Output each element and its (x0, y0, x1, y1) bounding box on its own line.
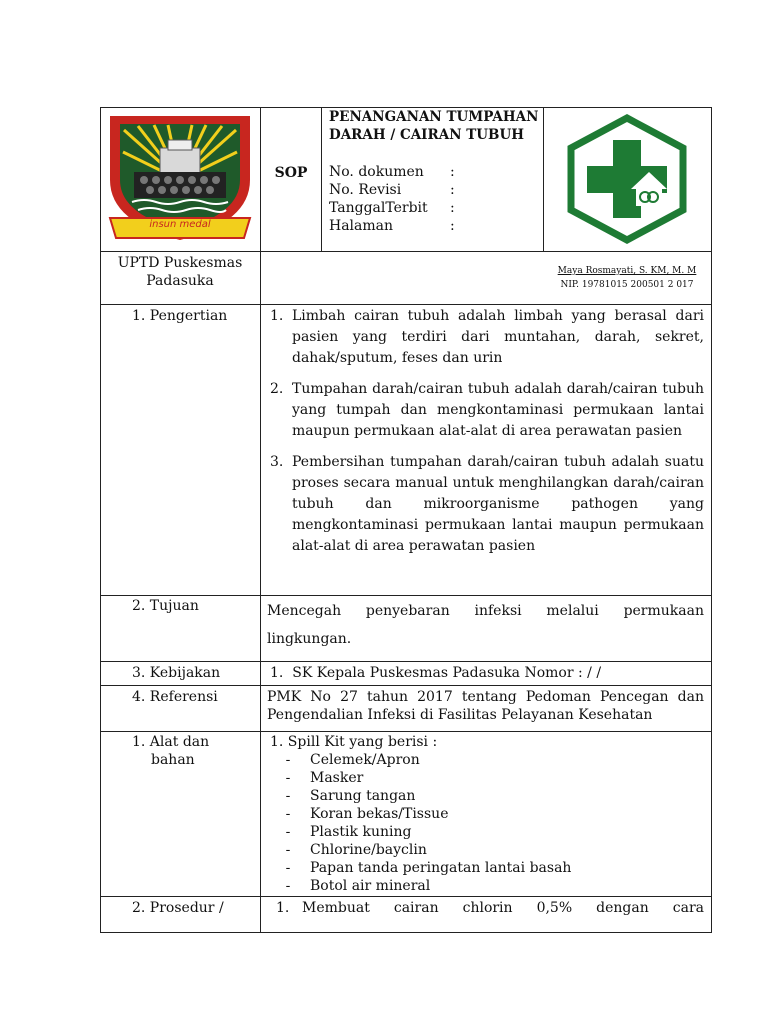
field-no-dokumen (329, 163, 541, 181)
field-separator: : (450, 200, 455, 216)
list-item: - Koran bekas/Tissue (285, 806, 449, 822)
list-item: - Papan tanda peringatan lantai basah (285, 860, 572, 876)
item-text: Chlorine/bayclin (310, 842, 427, 858)
logo-banner-text: insun medal (149, 219, 211, 230)
section-label-referensi: 4. Referensi (132, 689, 218, 705)
signature-block (546, 264, 708, 292)
list-item: - Plastik kuning (285, 824, 412, 840)
signer-name: Maya Rosmayati, S. KM, M. M (557, 266, 697, 276)
field-label: Halaman (329, 218, 394, 234)
title-line-1: PENANGANAN TUMPAHAN (329, 109, 539, 125)
signer-nip: NIP. 19781015 200501 2 017 (560, 280, 694, 290)
item-text: Plastik kuning (310, 824, 412, 840)
row-divider (100, 896, 712, 897)
kebijakan-text: 1. SK Kepala Puskesmas Padasuka Nomor : / / (270, 665, 602, 681)
item-text: Celemek/Apron (310, 752, 420, 768)
puskesmas-logo (565, 114, 689, 244)
list-text: Pembersihan tumpahan darah/cairan tubuh adalah suatu proses secara manual untuk menghilangkan darah/cairan tubuh dan mikroorganisme pathogen yang mengkontaminasi permukaan lantai maupun permukaan alat-alat di area perawatan pasien (292, 454, 704, 554)
table-border-left (100, 107, 101, 933)
section-label-kebijakan: 3. Kebijakan (132, 665, 221, 681)
item-text: Sarung tangan (310, 788, 416, 804)
section-label-prosedur: 2. Prosedur / (132, 900, 224, 916)
list-item: - Botol air mineral (285, 878, 431, 894)
list-number: 3. (270, 454, 284, 470)
field-tanggal-terbit (329, 199, 541, 217)
item-text: Koran bekas/Tissue (310, 806, 449, 822)
list-item: - Chlorine/bayclin (285, 842, 427, 858)
org-line-2: Padasuka (146, 273, 214, 289)
list-number: 2. (270, 381, 284, 397)
field-label: No. dokumen (329, 164, 424, 180)
field-label: No. Revisi (329, 182, 402, 198)
pengertian-list (270, 306, 704, 557)
alat-intro: 1. Spill Kit yang berisi : (270, 734, 438, 750)
list-item (270, 452, 704, 557)
logo-column-divider (543, 107, 544, 252)
column-divider (260, 107, 261, 933)
row-divider (100, 685, 712, 686)
row-divider (100, 731, 712, 732)
puskesmas-cross-icon (565, 114, 689, 244)
table-border-right (711, 107, 712, 933)
document-title (329, 108, 541, 144)
step-text: Membuat cairan chlorin 0,5% dengan cara (302, 900, 704, 916)
item-text: Botol air mineral (310, 878, 431, 894)
org-line-1: UPTD Puskesmas (117, 255, 243, 271)
title-line-2: DARAH / CAIRAN TUBUH (329, 127, 524, 143)
header-bottom-border (100, 304, 712, 305)
row-divider (100, 595, 712, 596)
list-item (270, 306, 704, 369)
list-item: - Celemek/Apron (285, 752, 420, 768)
list-item (270, 379, 704, 442)
field-separator: : (450, 164, 455, 180)
list-number: 1. (270, 308, 284, 324)
tujuan-text: Mencegah penyebaran infeksi melalui permukaan lingkungan. (267, 603, 704, 647)
section-label-pengertian: 1. Pengertian (132, 308, 228, 324)
regional-logo (104, 110, 256, 248)
field-separator: : (450, 218, 455, 234)
field-label: TanggalTerbit (329, 200, 428, 216)
list-text: Limbah cairan tubuh adalah limbah yang berasal dari pasien yang terdiri dari muntahan, darah, sekret, dahak/sputum, feses dan urin (292, 308, 704, 366)
sop-label: SOP (274, 165, 308, 181)
row-divider (100, 661, 712, 662)
list-item: - Sarung tangan (285, 788, 416, 804)
section-label-alat (132, 733, 209, 769)
organization-name (102, 254, 258, 290)
alat-list (270, 733, 704, 895)
prosedur-step (276, 899, 704, 917)
header-divider (100, 251, 712, 252)
label-line-1: 1. Alat dan (132, 734, 210, 750)
table-border-bottom (100, 932, 712, 933)
item-text: Masker (310, 770, 364, 786)
label-line-2: bahan (151, 752, 195, 768)
section-label-tujuan: 2. Tujuan (132, 598, 199, 614)
step-number: 1. (276, 900, 290, 916)
item-text: Papan tanda peringatan lantai basah (310, 860, 572, 876)
field-halaman (329, 217, 541, 235)
list-item: - Masker (285, 770, 364, 786)
sop-column-divider (321, 107, 322, 252)
referensi-text: PMK No 27 tahun 2017 tentang Pedoman Pencegan dan Pengendalian Infeksi di Fasilitas Pelayanan Kesehatan (267, 689, 704, 723)
field-separator: : (450, 182, 455, 198)
list-text: Tumpahan darah/cairan tubuh adalah darah/cairan tubuh yang tumpah dan mengkontaminasi permukaan lantai maupun permukaan alat-alat di area perawatan pasien (292, 381, 704, 439)
document-fields (329, 163, 541, 235)
field-no-revisi (329, 181, 541, 199)
